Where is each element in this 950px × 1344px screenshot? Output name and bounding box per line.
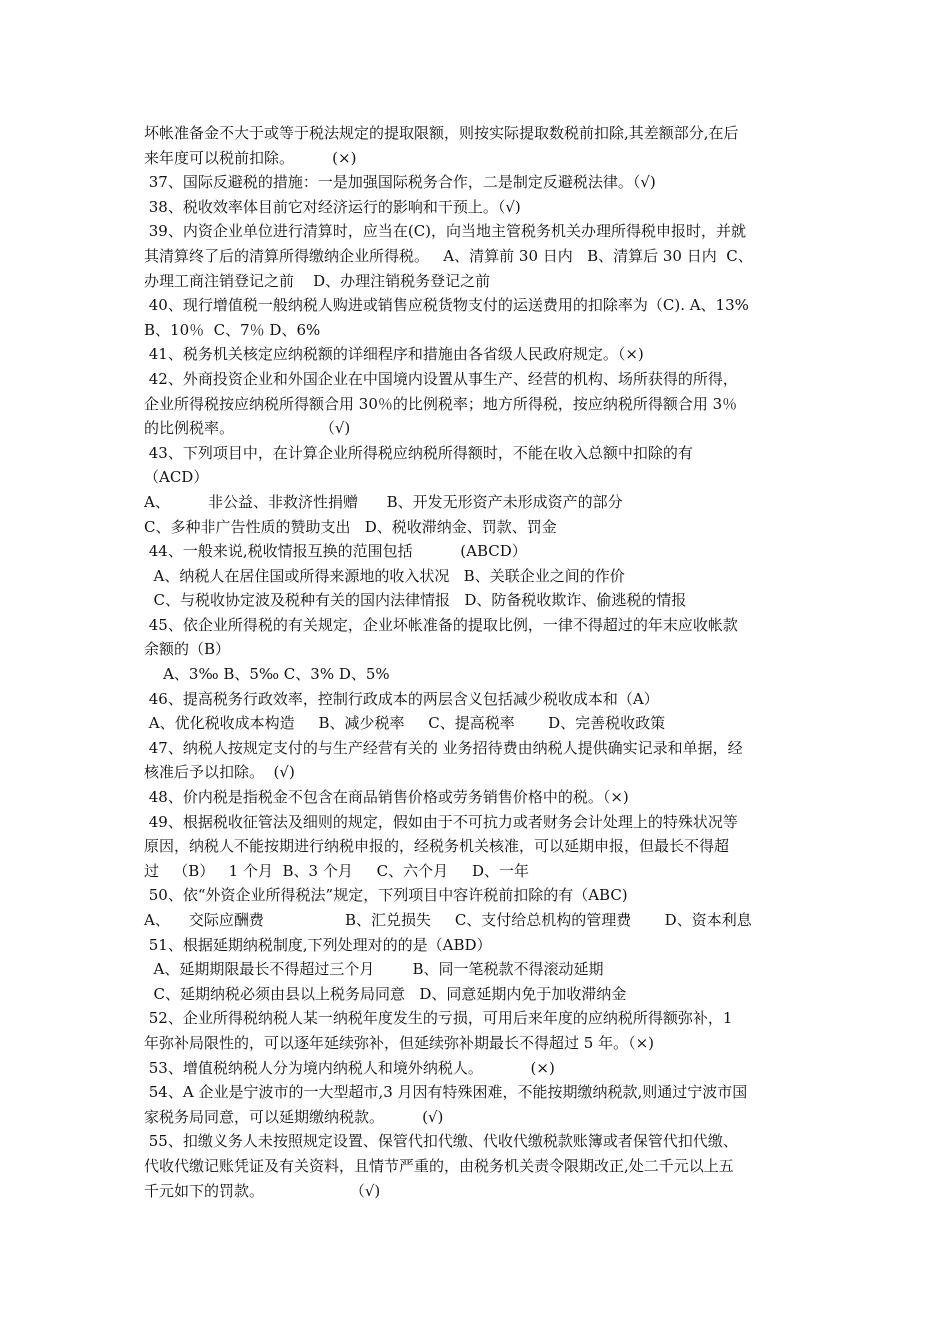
text-line: A、3‰ B、5‰ C、3% D、5% xyxy=(144,665,390,684)
text-line: 代收代缴记账凭证及有关资料，且情节严重的，由税务机关责令限期改正,处二千元以上五 xyxy=(144,1156,734,1175)
text-line: 52、企业所得税纳税人某一纳税年度发生的亏损，可用后来年度的应纳税所得额弥补，1 xyxy=(144,1009,733,1028)
text-line: B、10％ C、7％ D、6% xyxy=(144,320,321,339)
text-line: 坏帐准备金不大于或等于税法规定的提取限额，则按实际提取数税前扣除,其差额部分,在后 xyxy=(144,124,739,142)
text-line: A、优化税收成本构造 B、减少税率 C、提高税率 D、完善税收政策 xyxy=(144,714,666,733)
text-line: 39、内资企业单位进行清算时，应当在(C)，向当地主管税务机关办理所得税申报时，并就 xyxy=(144,222,747,241)
text-line: 55、扣缴义务人未按照规定设置、保管代扣代缴、代收代缴税款账簿或者保管代扣代缴、 xyxy=(144,1132,738,1151)
text-line: 核准后予以扣除。 (√) xyxy=(144,763,295,782)
text-line: 53、增值税纳税人分为境内纳税人和境外纳税人。 (×) xyxy=(144,1058,555,1077)
text-line: 50、依“外资企业所得税法”规定，下列项目中容许税前扣除的有（ABC) xyxy=(144,886,628,905)
text-line: 千元如下的罚款。 （√) xyxy=(144,1181,381,1200)
text-line: （ACD） xyxy=(144,468,209,487)
document-body xyxy=(144,121,816,1203)
text-line: 企业所得税按应纳税所得额合用 30％的比例税率；地方所得税，按应纳税所得额合用 3％ xyxy=(144,394,738,413)
text-line: 48、价内税是指税金不包含在商品销售价格或劳务销售价格中的税。（×) xyxy=(144,788,629,807)
text-line: 办理工商注销登记之前 D、办理注销税务登记之前 xyxy=(144,271,491,290)
text-line: 37、国际反避税的措施：一是加强国际税务合作，二是制定反避税法律。（√) xyxy=(144,173,656,192)
text-line: 其清算终了后的清算所得缴纳企业所得税。 A、清算前 30 日内 B、清算后 30 日内 C、 xyxy=(144,246,753,265)
text-line: 43、下列项目中，在计算企业所得税应纳税所得额时，不能在收入总额中扣除的有 xyxy=(144,443,693,462)
text-line: 51、根据延期纳税制度,下列处理对的的是（ABD） xyxy=(144,935,492,954)
text-line: 42、外商投资企业和外国企业在中国境内设置从事生产、经营的机构、场所获得的所得， xyxy=(144,369,738,388)
text-line: 40、现行增值税一般纳税人购进或销售应税货物支付的运送费用的扣除率为（C). A、13% xyxy=(144,296,749,315)
text-line: 原因，纳税人不能按期进行纳税申报的，经税务机关核准，可以延期申报，但最长不得超 xyxy=(144,837,730,856)
text-line: 余额的（B） xyxy=(144,640,231,659)
text-line: A、延期期限最长不得超过三个月 B、同一笔税款不得滚动延期 xyxy=(144,960,604,979)
text-line: A、 交际应酬费 B、汇兑损失 C、支付给总机构的管理费 D、资本利息 xyxy=(144,911,752,929)
text-line: 41、税务机关核定应纳税额的详细程序和措施由各省级人民政府规定。（×) xyxy=(144,345,644,364)
text-line: 47、纳税人按规定支付的与生产经营有关的 业务招待费由纳税人提供确实记录和单据，经 xyxy=(144,738,743,757)
text-line: 49、根据税收征管法及细则的规定，假如由于不可抗力或者财务会计处理上的特殊状况等 xyxy=(144,812,738,831)
text-line: C、多种非广告性质的赞助支出 D、税收滞纳金、罚款、罚金 xyxy=(144,517,557,536)
text-line: A、纳税人在居住国或所得来源地的收入状况 B、关联企业之间的作价 xyxy=(144,566,625,585)
text-line: 54、A 企业是宁波市的一大型超市,3 月因有特殊困难，不能按期缴纳税款,则通过宁波市国 xyxy=(144,1083,748,1102)
text-line: C、与税收协定波及税种有关的国内法律情报 D、防备税收欺诈、偷逃税的情报 xyxy=(144,591,687,610)
text-line: 46、提高税务行政效率，控制行政成本的两层含义包括减少税收成本和（A） xyxy=(144,689,659,708)
text-line: 45、依企业所得税的有关规定，企业坏帐准备的提取比例，一律不得超过的年末应收帐款 xyxy=(144,615,738,634)
text-line: 38、税收效率体目前它对经济运行的影响和干预上。（√) xyxy=(144,197,521,216)
text-line: 过 （B） 1 个月 B、3 个月 C、六个月 D、一年 xyxy=(144,861,529,880)
text-line: 年弥补局限性的，可以逐年延续弥补，但延续弥补期最长不得超过 5 年。（×) xyxy=(144,1033,655,1052)
text-line: 家税务局同意，可以延期缴纳税款。 (√) xyxy=(144,1107,444,1126)
text-line: C、延期纳税必须由县以上税务局同意 D、同意延期内免于加收滞纳金 xyxy=(144,984,627,1003)
text-line: A、 非公益、非救济性捐赠 B、开发无形资产未形成资产的部分 xyxy=(144,492,623,511)
text-line: 的比例税率。 （√) xyxy=(144,419,351,438)
text-line: 来年度可以税前扣除。 (×) xyxy=(144,148,357,167)
text-line: 44、一般来说,税收情报互换的范围包括 (ABCD） xyxy=(144,542,527,561)
